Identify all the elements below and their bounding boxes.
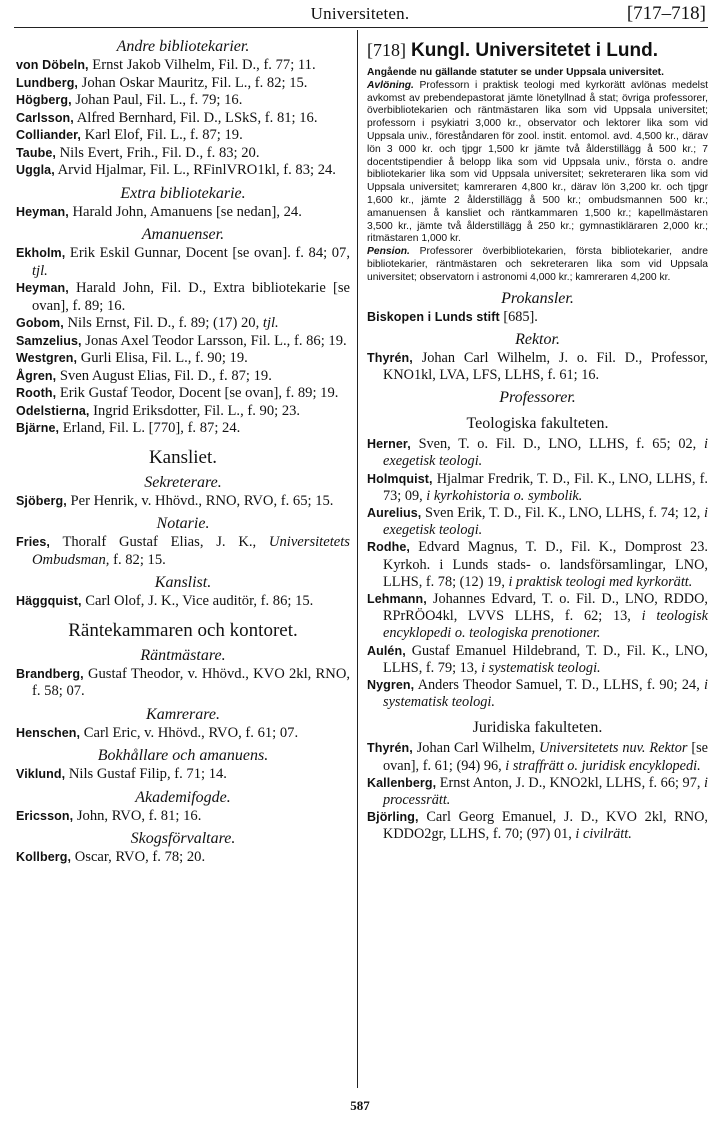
page-range: [717–718] bbox=[626, 3, 706, 24]
entry-name: Gobom, bbox=[16, 316, 64, 330]
entry-name: von Döbeln, bbox=[16, 58, 89, 72]
entry-name: Aulén, bbox=[367, 643, 406, 658]
entry bbox=[367, 505, 708, 539]
entry-text: Edvard Magnus, T. D., Fil. K., Domprost 23. Kyrkoh. i Lunds stads- o. landsförsamlingar, LNO, LLHS, f. 78; (12) 19, bbox=[383, 539, 708, 590]
entry bbox=[16, 280, 350, 315]
column-divider bbox=[357, 30, 358, 1088]
entry-text: Oscar, RVO, f. 78; 20. bbox=[74, 849, 206, 865]
faculty-heading: Teologiska fakulteten. bbox=[466, 415, 609, 433]
entry bbox=[16, 666, 350, 701]
entry bbox=[16, 593, 350, 611]
entry-name: Högberg, bbox=[16, 93, 72, 107]
entry-name: Lundberg, bbox=[16, 75, 79, 90]
entry-name: Ekholm, bbox=[16, 246, 66, 260]
section-heading: Rektor. bbox=[515, 330, 560, 348]
entry-italic: i civilrätt. bbox=[575, 826, 632, 843]
entry-name: Björling, bbox=[367, 810, 419, 825]
entry-name: Carlsson, bbox=[16, 110, 74, 125]
entry-text-tail: f. 82; 15. bbox=[113, 551, 166, 568]
entry bbox=[16, 204, 350, 222]
entry-name: Nygren, bbox=[367, 678, 415, 692]
section-heading: Notarie. bbox=[156, 515, 210, 532]
section-heading: Kamrerare. bbox=[146, 705, 220, 723]
paragraph-label: Avlöning. bbox=[367, 79, 414, 91]
entry-text: Alfred Bernhard, Fil. D., LSkS, f. 81; 16. bbox=[76, 109, 318, 126]
running-head: Universiteten. bbox=[310, 4, 410, 23]
entry-text: Carl Eric, v. Hhövd., RVO, f. 61; 07. bbox=[83, 724, 299, 741]
entry-italic: i teologisk encyklopedi o. teologiska prenotioner. bbox=[383, 608, 709, 642]
entry bbox=[16, 403, 350, 421]
entry-italic: i praktisk teologi med kyrkorätt. bbox=[508, 573, 693, 590]
entry bbox=[16, 245, 350, 280]
entry-name: Bjärne, bbox=[16, 421, 60, 435]
entry-italic: i processrätt. bbox=[383, 774, 708, 809]
entry bbox=[16, 808, 350, 826]
entry-text: Johan Carl Wilhelm, bbox=[416, 740, 536, 757]
entry-name: Ericsson, bbox=[16, 808, 74, 823]
entry-name: Häggquist, bbox=[16, 594, 82, 608]
entry bbox=[16, 333, 350, 351]
entry-name: Colliander, bbox=[16, 128, 82, 142]
entry bbox=[16, 385, 350, 403]
entry-name: Uggla, bbox=[16, 163, 55, 177]
entry bbox=[16, 368, 350, 386]
section-heading: Bokhållare och amanuens. bbox=[97, 747, 269, 764]
entry-text: Ernst Anton, J. D., KNO2kl, LLHS, f. 66; 97, bbox=[439, 774, 701, 791]
entry-italic: tjl. bbox=[32, 262, 48, 279]
entry-text: Sven August Elias, Fil. D., f. 87; 19. bbox=[59, 367, 272, 384]
entry-text: Nils Evert, Frih., Fil. D., f. 83; 20. bbox=[59, 144, 260, 161]
entry bbox=[367, 740, 708, 774]
entry-text: Nils Gustaf Filip, f. 71; 14. bbox=[68, 766, 227, 782]
section-heading: Skogsförvaltare. bbox=[130, 830, 236, 847]
entry bbox=[367, 809, 708, 843]
entry-italic: i systematisk teologi. bbox=[481, 659, 601, 676]
entry-text: Thoralf Gustaf Elias, J. K., bbox=[62, 534, 257, 550]
entry bbox=[367, 309, 708, 326]
entry bbox=[16, 127, 350, 145]
paragraph-text: Professorn i praktisk teologi med kyrkorätt avlönas medelst avkomst av prebendepastorat jämte lönetyllnad å stat; övriga professorer, överbibliotekarien och räntmästaren lika som vid Uppsala universitet; professorn i psykiatri 3,000 kr., observator och lektorer lika som vid Uppsala univ., föreståndaren för zool. instit. entomol. avd. 4,500 kr., därav lön 3 000 kr. och tjpgr 1,500 kr jämte två ålderstillägg å 500 kr.; 7 docentstipendier å belopp lika som vid Uppsala univ., första o. andre bibliotekarier lika som vid Uppsala universitet; sekreteraren lika som vid Uppsala universitet; kamreraren 4,800 kr., därav lön 3,200 kr. och tjpgr 1,600 kr., jämte 2 ålderstillägg å 500 kr.; ombudsmannen 500 kr.; amanuensen å kansliet och räntkammaren 1,500 kr.; kapellmästaren 3,500 kr., jämte två ålderstillägg å 250 kr.; gymnastikläraren 2,000 kr.; ritmästaren 1,000 kr. bbox=[367, 79, 708, 245]
entry-name: Viklund, bbox=[16, 767, 66, 781]
entry-text: Hjalmar Fredrik, T. D., Fil. K., LNO, LLHS, f. 73; 09, bbox=[383, 470, 708, 504]
entry-text: Ingrid Eriksdotter, Fil. L., f. 90; 23. bbox=[93, 402, 301, 419]
entry-name: Kollberg, bbox=[16, 850, 72, 864]
entry-name: Rodhe, bbox=[367, 540, 410, 555]
section-heading: Kanslist. bbox=[154, 574, 212, 591]
entry bbox=[367, 350, 708, 384]
entry-text: [685]. bbox=[503, 308, 538, 325]
paragraph-label: Pension. bbox=[367, 246, 410, 258]
entry bbox=[16, 145, 350, 163]
entry-text: Johan Oskar Mauritz, Fil. L., f. 82; 15. bbox=[81, 74, 308, 91]
entry-text: Jonas Axel Teodor Larsson, Fil. L., f. 86; 19. bbox=[85, 332, 347, 349]
entry-name: Thyrén, bbox=[367, 350, 413, 365]
section-heading: Amanuenser. bbox=[141, 226, 225, 243]
left-column bbox=[16, 38, 350, 867]
entry-name: Odelstierna, bbox=[16, 403, 90, 418]
entry-italic: i exegetisk teologi. bbox=[383, 504, 708, 539]
entry-name: Aurelius, bbox=[367, 505, 422, 520]
entry-name: Westgren, bbox=[16, 351, 78, 365]
entry-italic-tail: i straffrätt o. juridisk encyklopedi. bbox=[505, 757, 701, 774]
entry bbox=[16, 849, 350, 867]
entry-text: Arvid Hjalmar, Fil. L., RFinlVRO1kl, f. 83; 24. bbox=[57, 162, 336, 178]
entry-text: Sven Erik, T. D., Fil. K., LNO, LLHS, f. 74; 12, bbox=[425, 504, 701, 521]
entry bbox=[16, 420, 350, 438]
entry bbox=[16, 110, 350, 128]
entry-italic: i systematisk teologi. bbox=[383, 677, 708, 711]
entry bbox=[16, 350, 350, 368]
entry-name: Fries, bbox=[16, 535, 50, 549]
section-heading: Prokansler. bbox=[501, 289, 574, 307]
entry bbox=[16, 92, 350, 110]
section-heading: Sekreterare. bbox=[144, 473, 222, 491]
entry-italic: i kyrkohistoria o. symbolik. bbox=[426, 487, 583, 504]
entry bbox=[16, 315, 350, 333]
section-heading: Akademifogde. bbox=[135, 788, 231, 806]
entry-name: Thyrén, bbox=[367, 741, 413, 756]
major-heading: Kansliet. bbox=[148, 446, 218, 468]
faculty-heading: Juridiska fakulteten. bbox=[472, 719, 603, 737]
entry bbox=[367, 591, 708, 643]
entry bbox=[16, 725, 350, 743]
entry-text: Harald John, Amanuens [se nedan], 24. bbox=[72, 203, 302, 220]
section-heading: Extra bibliotekarie. bbox=[120, 184, 246, 202]
entry-italic: Universitetets nuv. Rektor bbox=[539, 740, 688, 757]
entry-text: Ernst Jakob Vilhelm, Fil. D., f. 77; 11. bbox=[92, 57, 316, 73]
entry bbox=[367, 471, 708, 505]
section-number: [718] bbox=[367, 40, 406, 60]
entry-name: Kallenberg, bbox=[367, 775, 437, 790]
entry-text: Carl Olof, J. K., Vice auditör, f. 86; 15. bbox=[85, 593, 314, 609]
entry-text: Johan Paul, Fil. L., f. 79; 16. bbox=[75, 92, 243, 108]
section-heading: Räntmästare. bbox=[140, 646, 226, 664]
entry bbox=[367, 775, 708, 809]
entry bbox=[16, 534, 350, 569]
entry-text: Gurli Elisa, Fil. L., f. 90; 19. bbox=[80, 350, 248, 366]
entry bbox=[367, 677, 708, 711]
entry-name: Biskopen i Lunds stift bbox=[367, 309, 500, 324]
entry-text: Anders Theodor Samuel, T. D., LLHS, f. 90; 24, bbox=[417, 677, 700, 693]
entry-text: Johannes Edvard, T. o. Fil. D., LNO, RDDO, RPrRÖO4kl, LVVS LLHS, f. 62; 13, bbox=[383, 590, 708, 625]
section-heading: Andre bibliotekarier. bbox=[116, 38, 250, 55]
entry-text: Harald John, Fil. D., Extra bibliotekarie [se ovan], f. 89; 16. bbox=[32, 280, 350, 314]
entry-name: Ågren, bbox=[16, 368, 57, 383]
entry-name: Sjöberg, bbox=[16, 493, 67, 508]
entry-text: Nils Ernst, Fil. D., f. 89; (17) 20, bbox=[67, 315, 260, 331]
pension-paragraph bbox=[367, 246, 708, 284]
entry-text: John, RVO, f. 81; 16. bbox=[76, 807, 202, 824]
entry-name: Rooth, bbox=[16, 386, 57, 400]
entry-text: Johan Carl Wilhelm, J. o. Fil. D., Professor, KNO1kl, LVA, LFS, LLHS, f. 61; 16. bbox=[383, 349, 708, 383]
entry-text: Per Henrik, v. Hhövd., RNO, RVO, f. 65; 15. bbox=[70, 492, 334, 509]
entry-name: Brandberg, bbox=[16, 666, 84, 681]
entry bbox=[16, 766, 350, 784]
page-number: 587 bbox=[350, 1098, 370, 1113]
section-heading: Professorer. bbox=[499, 389, 576, 407]
entry-text: Erland, Fil. L. [770], f. 87; 24. bbox=[62, 420, 241, 436]
right-column bbox=[367, 38, 708, 844]
major-heading: Räntekammaren och kontoret. bbox=[68, 619, 298, 641]
university-title: Kungl. Universitetet i Lund. bbox=[411, 40, 659, 61]
statute-note: Angående nu gällande statuter se under Uppsala universitet. bbox=[367, 67, 664, 78]
entry-italic: i exegetisk teologi. bbox=[383, 436, 709, 470]
paragraph-text: Professorer överbibliotekarien, första bibliotekarier, andre bibliotekarier, räntmästaren och sekreteraren lika som vid Uppsala universitet; observatorn i astronomi 4,000 kr.; kamreraren 4,200 kr. bbox=[367, 246, 708, 283]
entry-text: Karl Elof, Fil. L., f. 87; 19. bbox=[84, 127, 243, 143]
entry bbox=[16, 493, 350, 511]
entry-text: Erik Gustaf Teodor, Docent [se ovan], f. 89; 19. bbox=[59, 385, 339, 401]
entry-text-tail: [se ovan], f. 61; (94) 96, bbox=[383, 740, 709, 774]
entry-name: Henschen, bbox=[16, 725, 81, 740]
entry-text: Gustaf Theodor, v. Hhövd., KVO 2kl, RNO, f. 58; 07. bbox=[32, 665, 351, 699]
entry-name: Lehmann, bbox=[367, 591, 427, 606]
entry-text: Carl Georg Emanuel, J. D., KVO 2kl, RNO, KDDO2gr, LLHS, f. 70; (97) 01, bbox=[383, 809, 708, 843]
entry bbox=[16, 75, 350, 93]
entry-name: Heyman, bbox=[16, 281, 69, 295]
entry-name: Heyman, bbox=[16, 204, 69, 219]
entry bbox=[367, 643, 708, 677]
entry-text: Erik Eskil Gunnar, Docent [se ovan]. f. 84; 07, bbox=[69, 245, 350, 261]
entry-text: Sven, T. o. Fil. D., LNO, LLHS, f. 65; 02, bbox=[418, 436, 697, 453]
entry bbox=[16, 57, 350, 75]
entry-text: Gustaf Emanuel Hildebrand, T. D., Fil. K., LNO, LLHS, f. 79; 13, bbox=[383, 642, 709, 676]
entry bbox=[367, 436, 708, 470]
entry-italic: Universitetets Ombudsman, bbox=[32, 534, 350, 568]
header-rule bbox=[14, 27, 708, 28]
entry bbox=[367, 539, 708, 591]
entry-italic: tjl. bbox=[262, 315, 279, 331]
salary-paragraph bbox=[367, 80, 708, 246]
entry-name: Herner, bbox=[367, 437, 411, 452]
entry-name: Holmquist, bbox=[367, 471, 433, 486]
university-heading bbox=[367, 38, 708, 63]
entry-name: Taube, bbox=[16, 145, 56, 160]
entry bbox=[16, 162, 350, 180]
entry-name: Samzelius, bbox=[16, 333, 82, 348]
